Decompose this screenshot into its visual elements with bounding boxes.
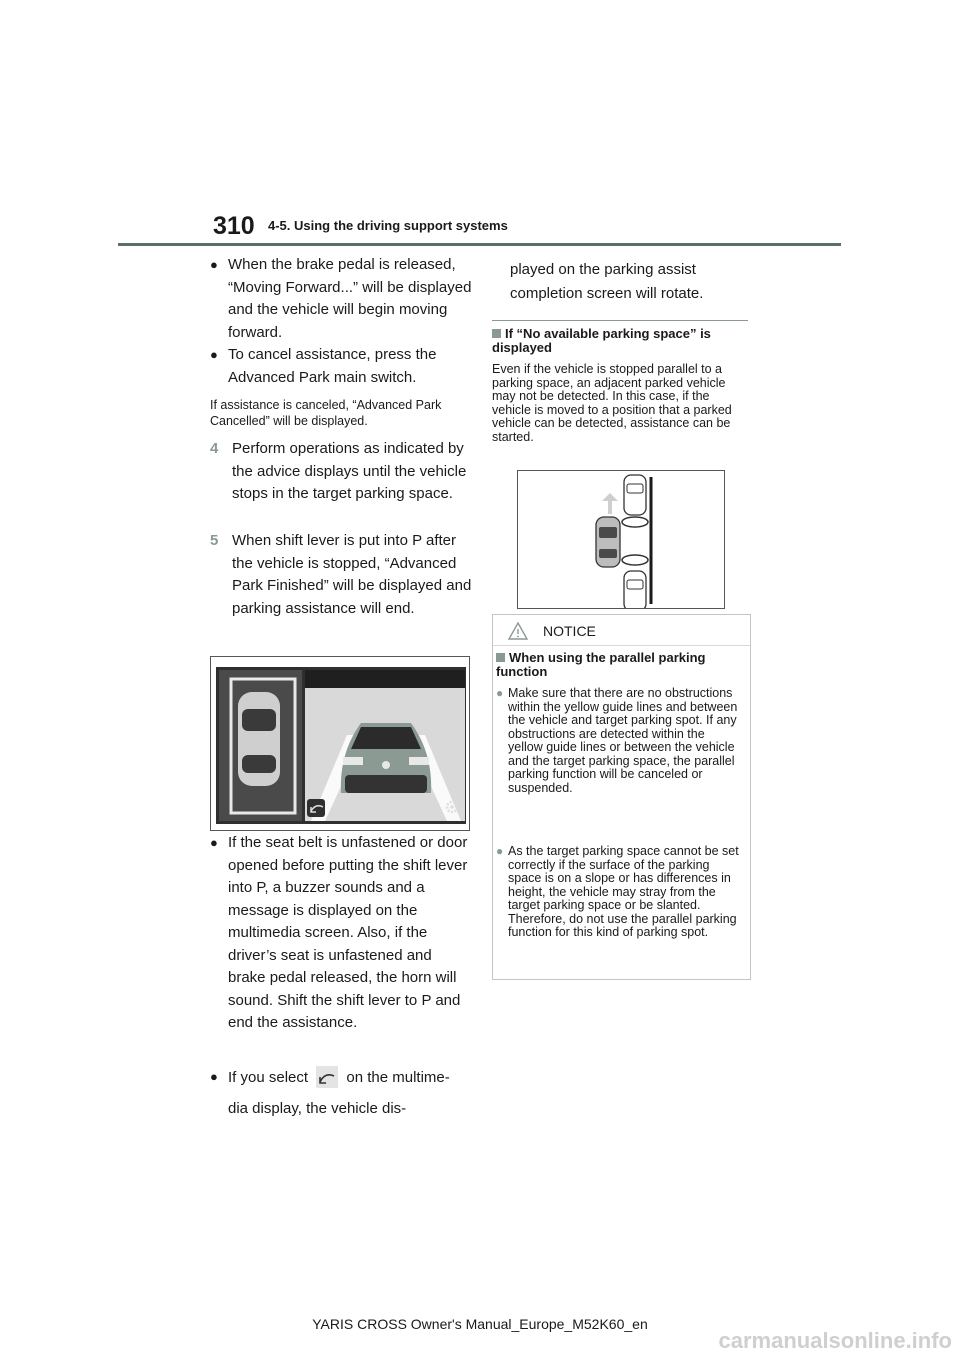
section-title: 4-5. Using the driving support systems — [268, 218, 508, 233]
bullet-dot: ● — [210, 1069, 218, 1084]
notice-box — [492, 614, 751, 980]
parallel-parking-figure — [517, 470, 725, 609]
bullet-cancel-assistance: ● To cancel assistance, press the Advanced Park main switch. — [210, 346, 437, 386]
bullet-dot: ● — [210, 257, 218, 272]
step-5: 5 When shift lever is put into P after the vehicle is stopped, “Advanced Park Finished” will be displayed and parking assistance will end. — [210, 532, 472, 617]
parallel-parking-diagram — [518, 471, 724, 608]
page-number: 310 — [213, 212, 255, 240]
notice-subheading: When using the parallel parking function — [496, 650, 706, 679]
notice-title: NOTICE — [543, 623, 596, 639]
forward-arrow-icon — [602, 493, 618, 514]
heading-square — [492, 329, 501, 338]
notice-divider — [493, 645, 750, 646]
footer: YARIS CROSS Owner's Manual_Europe_M52K60_en — [312, 1316, 648, 1332]
bullet-rotate-view: ● If you select on the multime- dia display, the vehicle dis- — [210, 1066, 472, 1130]
no-parking-space-heading: If “No available parking space” is displayed — [492, 326, 711, 355]
heading-square — [496, 653, 505, 662]
bullet-moving-forward: ● When the brake pedal is released, “Moving Forward...” will be displayed and the vehicle will begin moving forward. — [210, 256, 472, 341]
subsection-rule — [492, 320, 748, 321]
notice-bullet: ● — [496, 844, 504, 858]
bullet-dot: ● — [210, 347, 218, 362]
rotate-view-icon — [316, 1066, 338, 1088]
no-parking-space-body: Even if the vehicle is stopped parallel to a parking space, an adjacent parked vehicle may not be detected. In this case, if the vehicle is moved to a position that a parked vehicle can be detected, assistance can be started. — [492, 362, 732, 444]
rotate-view-icon[interactable] — [307, 799, 325, 817]
parking-assist-figure — [210, 656, 470, 831]
detection-ellipse — [622, 555, 648, 565]
parked-car-lower — [624, 571, 646, 608]
notice-item: ● As the target parking space cannot be set correctly if the surface of the parking space is on a slope or has differences in height, the vehicle may stray from the target parking space or be slanted. Therefore, do not use the parallel parking function for this kind of parking spot. — [496, 844, 739, 939]
bullet-seat-belt: ● If the seat belt is unfastened or door opened before putting the shift lever into P, a buzzer sounds and a message is displayed on the multimedia screen. Also, if the driver’s seat is unfastened and brake pedal released, the horn will sound. Shift the shift lever to P and end the assistance. — [210, 834, 468, 1031]
step-4: 4 Perform operations as indicated by the advice displays until the vehicle stops in the target parking space. — [210, 440, 467, 502]
bullet-dot: ● — [210, 835, 218, 850]
warning-triangle-icon — [507, 621, 529, 646]
watermark: carmanualsonline.info — [718, 1328, 952, 1353]
continued-text: played on the parking assist completion screen will rotate. — [510, 261, 704, 302]
header-rule — [118, 243, 841, 246]
car-front-view — [341, 723, 431, 793]
parking-assist-screen — [211, 657, 469, 830]
cancel-note: If assistance is canceled, “Advanced Park Cancelled” will be displayed. — [210, 398, 442, 428]
own-vehicle — [596, 517, 620, 567]
notice-bullet: ● — [496, 686, 504, 700]
detection-ellipse — [622, 517, 648, 527]
parked-car-upper — [624, 475, 646, 515]
notice-item: ● Make sure that there are no obstructions within the yellow guide lines and between the vehicle and target parking spot. If any obstructions are detected within the yellow guide lines or between the vehicle and the target parking space, the parallel parking function will be canceled or suspended. — [496, 686, 738, 795]
